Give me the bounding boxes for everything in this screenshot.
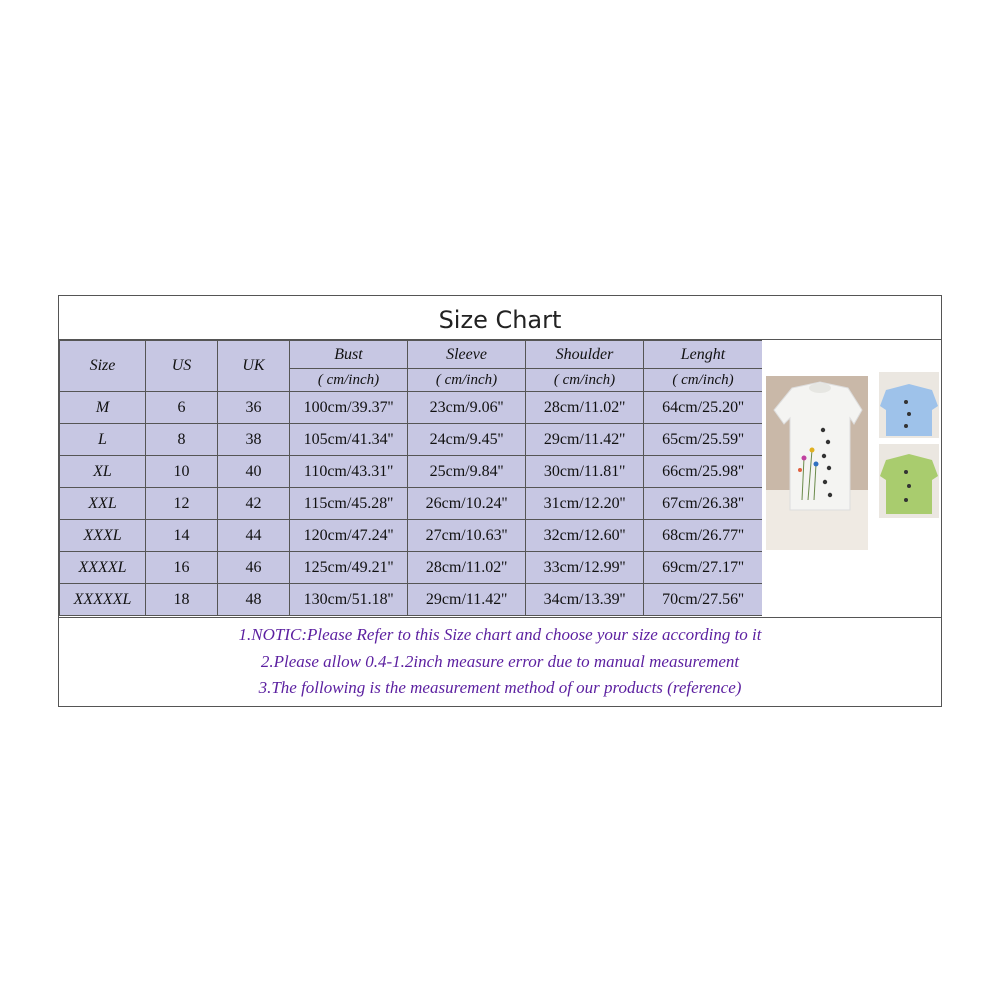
unit-label: ( cm/inch) (644, 369, 763, 392)
cell-us: 16 (146, 552, 218, 584)
note-line: 2.Please allow 0.4-1.2inch measure error due to manual measurement (260, 651, 740, 671)
cell-us: 12 (146, 488, 218, 520)
cell-bust: 110cm/43.31'' (290, 456, 408, 488)
cell-bust: 100cm/39.37'' (290, 392, 408, 424)
cell-us: 18 (146, 584, 218, 616)
header-row (60, 341, 763, 369)
cell-sleeve: 29cm/11.42'' (408, 584, 526, 616)
cell-length: 65cm/25.59'' (644, 424, 763, 456)
cell-shoulder: 32cm/12.60'' (526, 520, 644, 552)
cell-size: XL (60, 456, 146, 488)
header-length: Lenght (644, 341, 763, 369)
cell-length: 66cm/25.98'' (644, 456, 763, 488)
cell-uk: 40 (218, 456, 290, 488)
header-size: Size (60, 341, 146, 392)
cell-size: XXL (60, 488, 146, 520)
shirt-photo-image (762, 340, 941, 616)
cell-sleeve: 24cm/9.45'' (408, 424, 526, 456)
cell-shoulder: 34cm/13.39'' (526, 584, 644, 616)
size-chart (58, 295, 942, 707)
cell-sleeve: 26cm/10.24'' (408, 488, 526, 520)
unit-label: ( cm/inch) (526, 369, 644, 392)
table-row (60, 456, 763, 488)
cell-uk: 44 (218, 520, 290, 552)
cell-shoulder: 28cm/11.02'' (526, 392, 644, 424)
table-row (60, 584, 763, 616)
header-us: US (146, 341, 218, 392)
table-row (60, 552, 763, 584)
cell-length: 69cm/27.17'' (644, 552, 763, 584)
cell-bust: 130cm/51.18'' (290, 584, 408, 616)
cell-bust: 120cm/47.24'' (290, 520, 408, 552)
cell-uk: 36 (218, 392, 290, 424)
cell-bust: 105cm/41.34'' (290, 424, 408, 456)
cell-length: 64cm/25.20'' (644, 392, 763, 424)
cell-sleeve: 27cm/10.63'' (408, 520, 526, 552)
cell-shoulder: 33cm/12.99'' (526, 552, 644, 584)
cell-sleeve: 25cm/9.84'' (408, 456, 526, 488)
table-row (60, 392, 763, 424)
chart-title: Size Chart (59, 296, 941, 340)
cell-us: 8 (146, 424, 218, 456)
cell-bust: 125cm/49.21'' (290, 552, 408, 584)
cell-us: 6 (146, 392, 218, 424)
cell-length: 70cm/27.56'' (644, 584, 763, 616)
note-line: 1.NOTIC:Please Refer to this Size chart and choose your size according to it (238, 625, 762, 644)
cell-size: XXXL (60, 520, 146, 552)
cell-uk: 42 (218, 488, 290, 520)
cell-sleeve: 23cm/9.06'' (408, 392, 526, 424)
cell-length: 67cm/26.38'' (644, 488, 763, 520)
cell-shoulder: 30cm/11.81'' (526, 456, 644, 488)
cell-size: M (60, 392, 146, 424)
table-row (60, 520, 763, 552)
unit-label: ( cm/inch) (408, 369, 526, 392)
cell-size: XXXXL (60, 552, 146, 584)
cell-uk: 46 (218, 552, 290, 584)
cell-us: 14 (146, 520, 218, 552)
notes (59, 617, 941, 706)
header-shoulder: Shoulder (526, 341, 644, 369)
cell-size: L (60, 424, 146, 456)
cell-sleeve: 28cm/11.02'' (408, 552, 526, 584)
cell-us: 10 (146, 456, 218, 488)
cell-length: 68cm/26.77'' (644, 520, 763, 552)
cell-uk: 38 (218, 424, 290, 456)
header-uk: UK (218, 341, 290, 392)
size-table (59, 340, 763, 616)
header-bust: Bust (290, 341, 408, 369)
cell-bust: 115cm/45.28'' (290, 488, 408, 520)
table-row (60, 424, 763, 456)
cell-uk: 48 (218, 584, 290, 616)
unit-label: ( cm/inch) (290, 369, 408, 392)
product-photo (762, 340, 941, 616)
cell-size: XXXXXL (60, 584, 146, 616)
cell-shoulder: 29cm/11.42'' (526, 424, 644, 456)
table-row (60, 488, 763, 520)
header-sleeve: Sleeve (408, 341, 526, 369)
cell-shoulder: 31cm/12.20'' (526, 488, 644, 520)
note-line: 3.The following is the measurement method of our products (reference) (258, 678, 742, 697)
